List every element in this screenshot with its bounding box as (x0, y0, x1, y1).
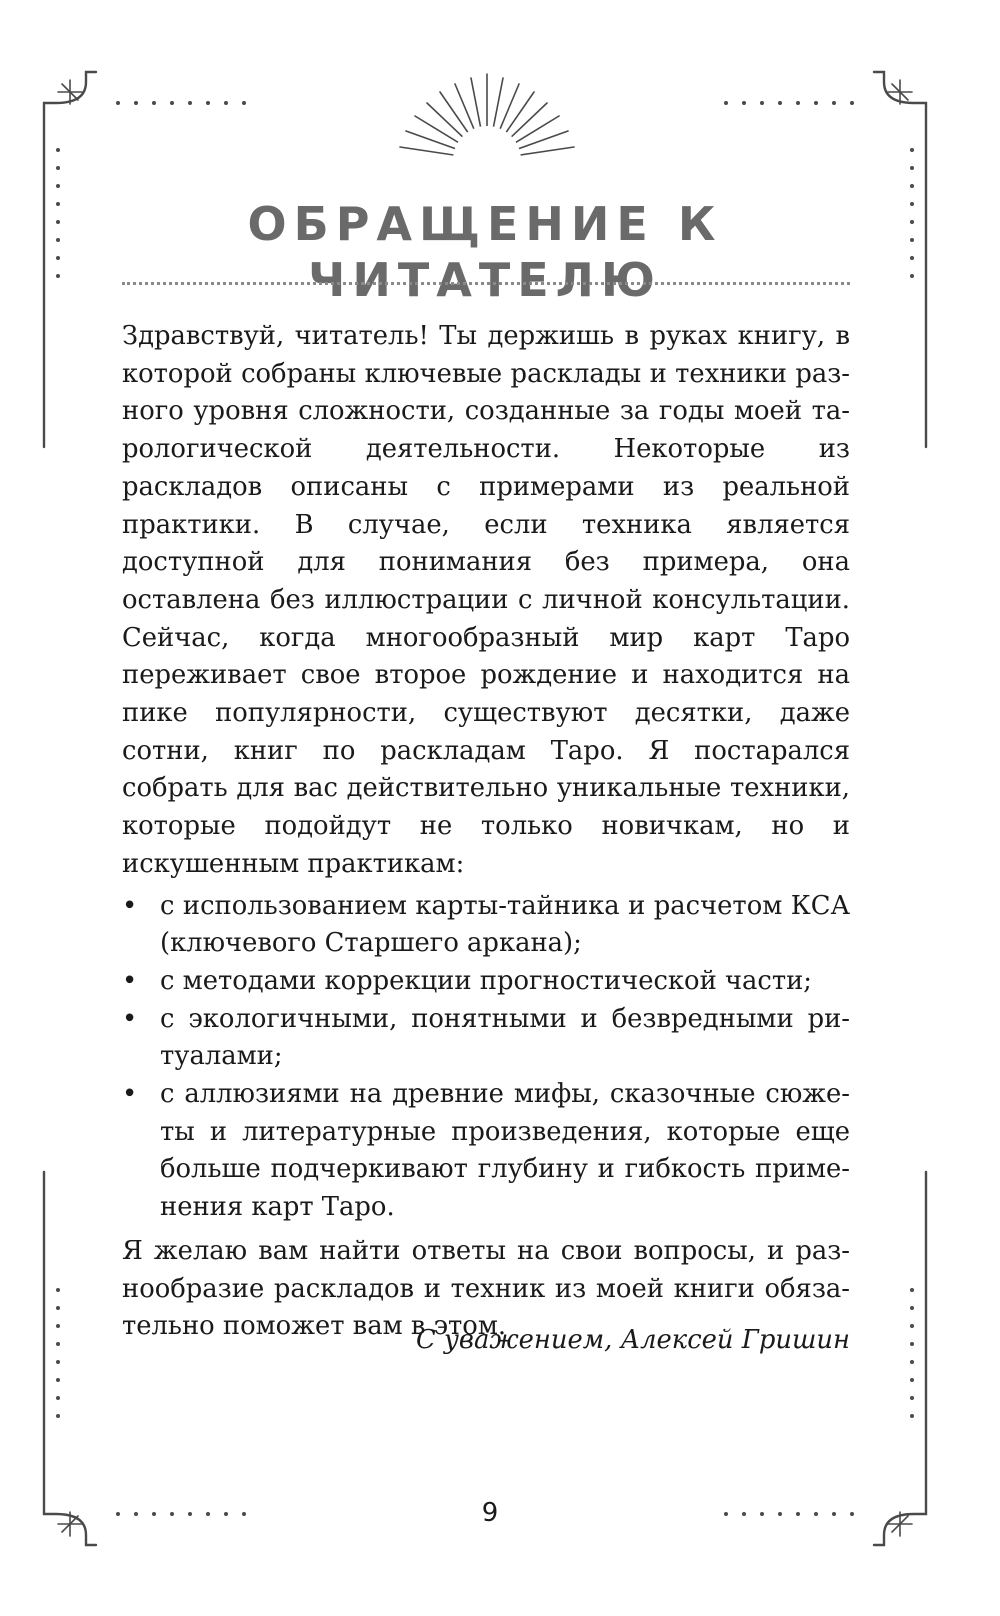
bullet-icon: • (122, 1079, 138, 1110)
corner-ornament-top-left (44, 72, 96, 447)
author-signature: С уважением, Алексей Гришин (416, 1325, 850, 1355)
dotted-line-bottom-left (116, 1512, 246, 1516)
bullet-icon: • (122, 965, 138, 996)
page-title: ОБРАЩЕНИЕ К ЧИТАТЕЛЮ (247, 197, 723, 307)
list-item (122, 1001, 850, 1076)
list-item-text: с методами коррекции прогностической части; (160, 965, 813, 996)
dotted-line-top-left (116, 101, 246, 105)
dotted-line-right-upper (910, 148, 914, 278)
list-item (122, 1076, 850, 1227)
bullet-list (122, 888, 850, 1227)
bullet-icon: • (122, 1003, 138, 1034)
dotted-line-left-upper (56, 148, 60, 278)
list-item-text: с аллюзиями на древние мифы, сказочные сюжеты и литературные произведения, которые еще больше подчеркивают глубину и гибкость применения карт Таро. (160, 1079, 850, 1223)
corner-ornament-bottom-left (44, 1172, 96, 1545)
title-divider (122, 282, 850, 285)
list-item (122, 888, 850, 963)
dotted-line-right-lower (910, 1288, 914, 1418)
page-number: 9 (481, 1498, 499, 1528)
intro-paragraph: Здравствуй, читатель! Ты держишь в руках книгу, в которой собраны ключевые расклады и техники разного уровня сложности, созданные за годы моей тарологической деятельности. Некоторые из раскладов описаны с примерами из реальной практики. В случае, если техника является доступной для понимания без примера, она оставлена без иллюстрации с личной консультации. Сейчас, когда многообразный мир карт Таро переживает свое второе рождение и находится на пике популярности, существуют десятки, даже сотни, книг по раскладам Таро. Я постарался собрать для вас действительно уникальные техники, которые подойдут не только новичкам, но и искушенным практикам: (122, 321, 850, 879)
list-item-text: с использованием карты-тайника и расчетом КСА (ключевого Старшего аркана); (160, 890, 850, 959)
dotted-line-left-lower (56, 1288, 60, 1418)
star-burst-top-right (888, 80, 912, 104)
star-burst-bottom-right (888, 1512, 912, 1536)
dotted-line-top-right (724, 101, 854, 105)
dotted-line-bottom-right (724, 1512, 854, 1516)
corner-ornament-top-right (874, 72, 926, 447)
closing-paragraph: Я желаю вам найти ответы на свои вопросы, и разнообразие раскладов и техник из моей книги обязательно поможет вам в этом. (122, 1235, 850, 1342)
bullet-icon: • (122, 890, 138, 921)
star-burst-top-left (58, 80, 82, 104)
corner-ornament-bottom-right (874, 1172, 926, 1545)
body-text (122, 318, 850, 1346)
list-item-text: с экологичными, понятными и безвредными ритуалами; (160, 1003, 850, 1072)
star-burst-bottom-left (58, 1512, 82, 1536)
list-item (122, 963, 850, 1001)
